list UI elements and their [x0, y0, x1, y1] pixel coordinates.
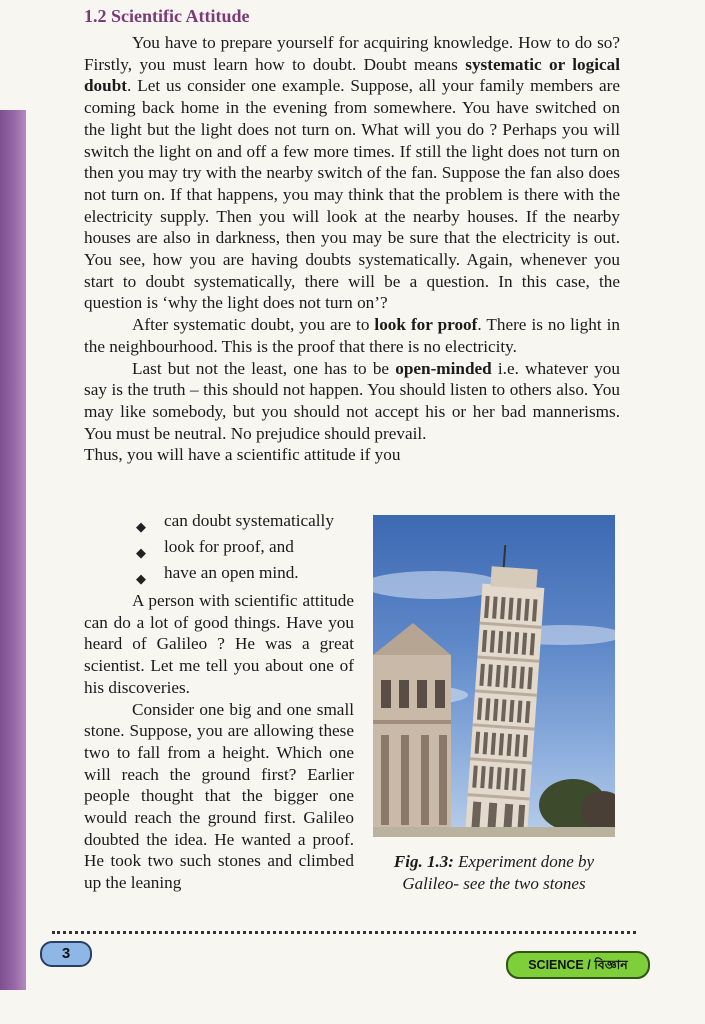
bullet-text: look for proof, and	[164, 537, 294, 556]
text-run: Last but not the least, one has to be	[132, 358, 396, 378]
diamond-bullet-icon: ◆	[136, 519, 146, 534]
paragraph-proof	[84, 314, 620, 357]
list-item	[84, 508, 354, 534]
text-run: . There is no light in the neighbourhood. This is the proof that there is no electricity.	[84, 315, 620, 356]
text-run: i.e. whatever you say is the truth – this should not happen. You should listen to others also. You may like somebody, but you should not accept his or her bad mannerisms. You must be neutral. No prejudice should prevail.	[84, 358, 620, 443]
text-run: . Let us consider one example. Suppose, all your family members are coming back home in the evening from somewhere. You have switched on the light but the light does not turn on. What will you do ? Perhaps you will switch the light on and off a few more times. If still the light does not turn on then you may try with the nearby switch of the fan. Suppose the fan also does not turn on. If that happens, you may think that the problem is there with the electricity supply. Then you will look at the nearby houses. If the nearby houses are also in darkness, then you may be sure that the electricity is out. You see, how you are having doubts systematically. Again, whenever you start to doubt systematically, there will be a question. In this case, the question is ‘why the light does not turn on’?	[84, 76, 620, 313]
text-run: You have to prepare yourself for acquiring knowledge. How to do so? Firstly, you must learn how to doubt. Doubt means	[84, 33, 620, 74]
list-item	[84, 560, 354, 586]
list-item	[84, 534, 354, 560]
side-color-band	[0, 110, 26, 990]
main-text-block	[84, 6, 620, 466]
subject-badge: SCIENCE / বিজ্ঞান	[506, 951, 650, 979]
diamond-bullet-icon: ◆	[136, 545, 146, 560]
bullet-text: can doubt systematically	[164, 511, 334, 530]
caption-text: Experiment done by Galileo- see the two stones	[402, 852, 595, 893]
bold-term-systematic-doubt: systematic or logical doubt	[84, 54, 620, 96]
diamond-bullet-icon: ◆	[136, 571, 146, 586]
bold-term-open-minded: open-minded	[395, 358, 492, 378]
paragraph-open-minded	[84, 358, 620, 445]
caption-label: Fig. 1.3:	[393, 852, 454, 871]
paragraph-doubt	[84, 32, 620, 314]
page-number-badge: 3	[40, 941, 92, 967]
leaning-tower-illustration	[373, 515, 615, 837]
attitude-bullet-list	[84, 508, 354, 586]
figure-leaning-tower-photo	[373, 515, 615, 837]
paragraph-thus: Thus, you will have a scientific attitude if you	[84, 445, 401, 465]
paragraph-stones: Consider one big and one small stone. Suppose, you are allowing these two to fall from a height. Which one will reach the ground first? Earlier people thought that the bigger one would reach the ground first. Galileo doubted the idea. He wanted a proof. He took two such stones and climbed up the leaning	[84, 699, 354, 893]
bullet-text: have an open mind.	[164, 563, 299, 582]
lower-left-column	[84, 508, 354, 894]
figure-caption	[368, 851, 620, 895]
text-run: After systematic doubt, you are to	[132, 315, 375, 335]
footer-dotted-divider	[52, 931, 636, 934]
bold-term-look-for-proof: look for proof	[374, 315, 478, 335]
paragraph-galileo: A person with scientific attitude can do a lot of good things. Have you heard of Galileo ? He was a great scientist. Let me tell you about one of his discoveries.	[84, 591, 354, 697]
section-heading: 1.2 Scientific Attitude	[84, 6, 250, 26]
